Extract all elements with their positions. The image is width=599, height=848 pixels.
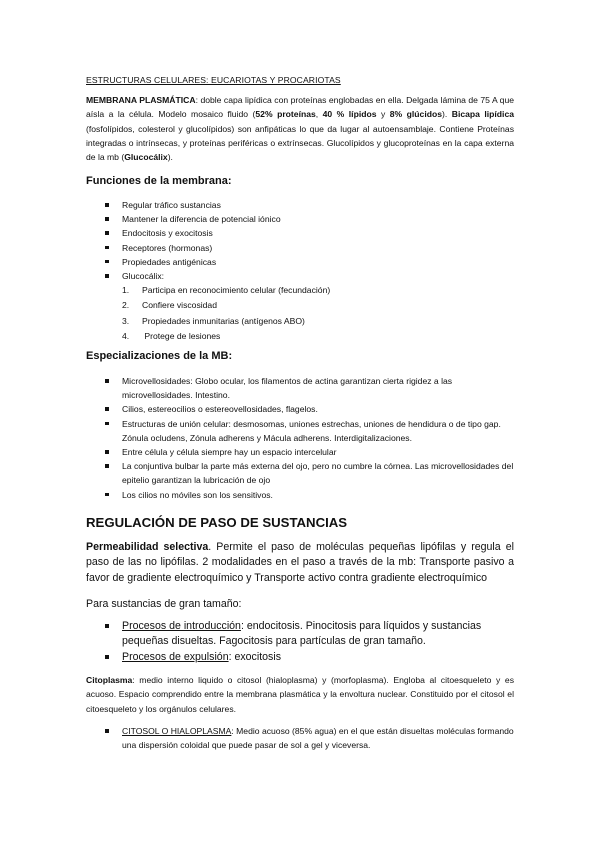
list-item bbox=[86, 724, 516, 752]
text-run: : exocitosis bbox=[228, 650, 281, 663]
list-item: Regular tráfico sustancias bbox=[86, 198, 516, 212]
list-item: Microvellosidades: Globo ocular, los filamentos de actina garantizan cierta rigidez a las microvellosidades. Intestino. bbox=[86, 374, 516, 402]
bold-run: 52% proteínas bbox=[255, 109, 316, 120]
list-item: Cilios, estereocilios o estereovellosidades, flagelos. bbox=[86, 402, 516, 416]
citoplasma-label: Citoplasma bbox=[86, 675, 133, 685]
list-item: Propiedades antigénicas bbox=[86, 255, 516, 269]
bold-run: Glucocálix bbox=[124, 152, 168, 163]
item-number: 1. bbox=[122, 285, 130, 295]
item-text: Participa en reconocimiento celular (fecundación) bbox=[142, 285, 331, 295]
item-number: 2. bbox=[122, 300, 130, 311]
especializaciones-list bbox=[86, 374, 516, 502]
text-run: : Medio acuoso (85% agua) en el que están disueltas moléculas formando una dispersión coloidal que puede pasar de sol a gel y viceversa. bbox=[122, 726, 514, 751]
permeabilidad-label: Permeabilidad selectiva bbox=[86, 541, 209, 553]
text-run: : endocitosis. Pinocitosis para líquidos y sustancias pequeñas disueltas. Fagocitosis para partículas de gran tamaño. bbox=[122, 620, 482, 648]
proceso-label: Procesos de introducción bbox=[122, 620, 241, 632]
list-item: Los cilios no móviles son los sensitivos. bbox=[86, 488, 516, 502]
proceso-label: Procesos de expulsión bbox=[122, 650, 229, 663]
citosol-label: CITOSOL O HIALOPLASMA bbox=[122, 726, 232, 736]
citosol-list bbox=[86, 724, 516, 752]
list-item: Estructuras de unión celular: desmosomas, uniones estrechas, uniones de hendidura o de tipo gap. Zónula ocludens, Zónula adherens y Mácula adherens. Interdigitalizaciones. bbox=[86, 417, 516, 445]
list-item: Mantener la diferencia de potencial iónico bbox=[86, 212, 516, 226]
funciones-heading: Funciones de la membrana: bbox=[86, 175, 232, 187]
procesos-list bbox=[86, 619, 516, 665]
numbered-item bbox=[122, 314, 502, 329]
list-item: Glucocálix: bbox=[86, 269, 516, 283]
especializaciones-heading: Especializaciones de la MB: bbox=[86, 350, 233, 362]
text-run: ). bbox=[442, 109, 452, 120]
bold-run: Bicapa lipídica bbox=[451, 109, 515, 120]
document-title: ESTRUCTURAS CELULARES: EUCARIOTAS Y PROCARIOTAS bbox=[86, 75, 341, 85]
membrana-label: MEMBRANA PLASMÁTICA bbox=[86, 95, 196, 105]
bold-run: 8% glúcidos bbox=[389, 109, 442, 120]
glucocalix-sublist bbox=[122, 283, 502, 344]
list-item bbox=[86, 650, 516, 665]
funciones-list bbox=[86, 198, 516, 283]
bold-run: 40 % lípidos bbox=[322, 109, 377, 120]
text-run: y bbox=[376, 109, 390, 120]
gran-tamano-text: Para sustancias de gran tamaño: bbox=[86, 598, 242, 610]
text-run: , bbox=[315, 109, 323, 120]
citoplasma-paragraph bbox=[86, 673, 514, 716]
item-text: Protege de lesiones bbox=[142, 330, 221, 341]
text-run: : medio interno liquido o citosol (hialoplasma) y (morfoplasma). Engloba al citoesqueleto y es acuoso. Espacio comprendido entre la membrana plasmática y la envoltura nuclear. Constituido por el citosol el citoesqueleto y los orgánulos celulares. bbox=[86, 675, 514, 714]
numbered-item bbox=[122, 298, 502, 313]
item-number: 4. bbox=[122, 330, 130, 341]
membrana-paragraph bbox=[86, 93, 514, 164]
list-item: Receptores (hormonas) bbox=[86, 241, 516, 255]
list-item: Endocitosis y exocitosis bbox=[86, 226, 516, 240]
numbered-item bbox=[122, 329, 502, 344]
item-text: Propiedades inmunitarias (antígenos ABO) bbox=[142, 315, 305, 326]
permeabilidad-paragraph bbox=[86, 540, 514, 586]
item-text: Confiere viscosidad bbox=[142, 300, 217, 311]
text-run: : doble capa lipídica con proteínas englobadas en ella. Delgada lámina de 75 A que aísla a la célula. Modelo mosaico fluido ( bbox=[86, 95, 515, 120]
list-item: Entre célula y célula siempre hay un espacio intercelular bbox=[86, 445, 516, 459]
regulacion-heading: REGULACIÓN DE PASO DE SUSTANCIAS bbox=[86, 515, 348, 530]
item-number: 3. bbox=[122, 315, 130, 326]
text-run: . Permite el paso de moléculas pequeñas lipófilas y regula el paso de las no lipófilas. 2 modalidades en el paso a través de la mb: Transporte pasivo a favor de gradiente electroquímico y Transporte activo contra gradiente electroquímico bbox=[86, 541, 514, 584]
list-item bbox=[86, 619, 516, 650]
numbered-item bbox=[122, 283, 502, 298]
text-run: ). bbox=[167, 152, 173, 163]
list-item: La conjuntiva bulbar la parte más externa del ojo, pero no cumbre la córnea. Las microvellosidades del epitelio garantizan la lubricación de ojo bbox=[86, 459, 516, 487]
text-run: (fosfolípidos, colesterol y glucolípidos) son anfipáticas lo que da lugar al autoensamblaje. Contiene Proteínas integradas o intrínsecas, y proteínas periféricas o extrínsecas. Glucolípidos y glucoproteínas en la capa externa de la mb ( bbox=[86, 123, 514, 163]
